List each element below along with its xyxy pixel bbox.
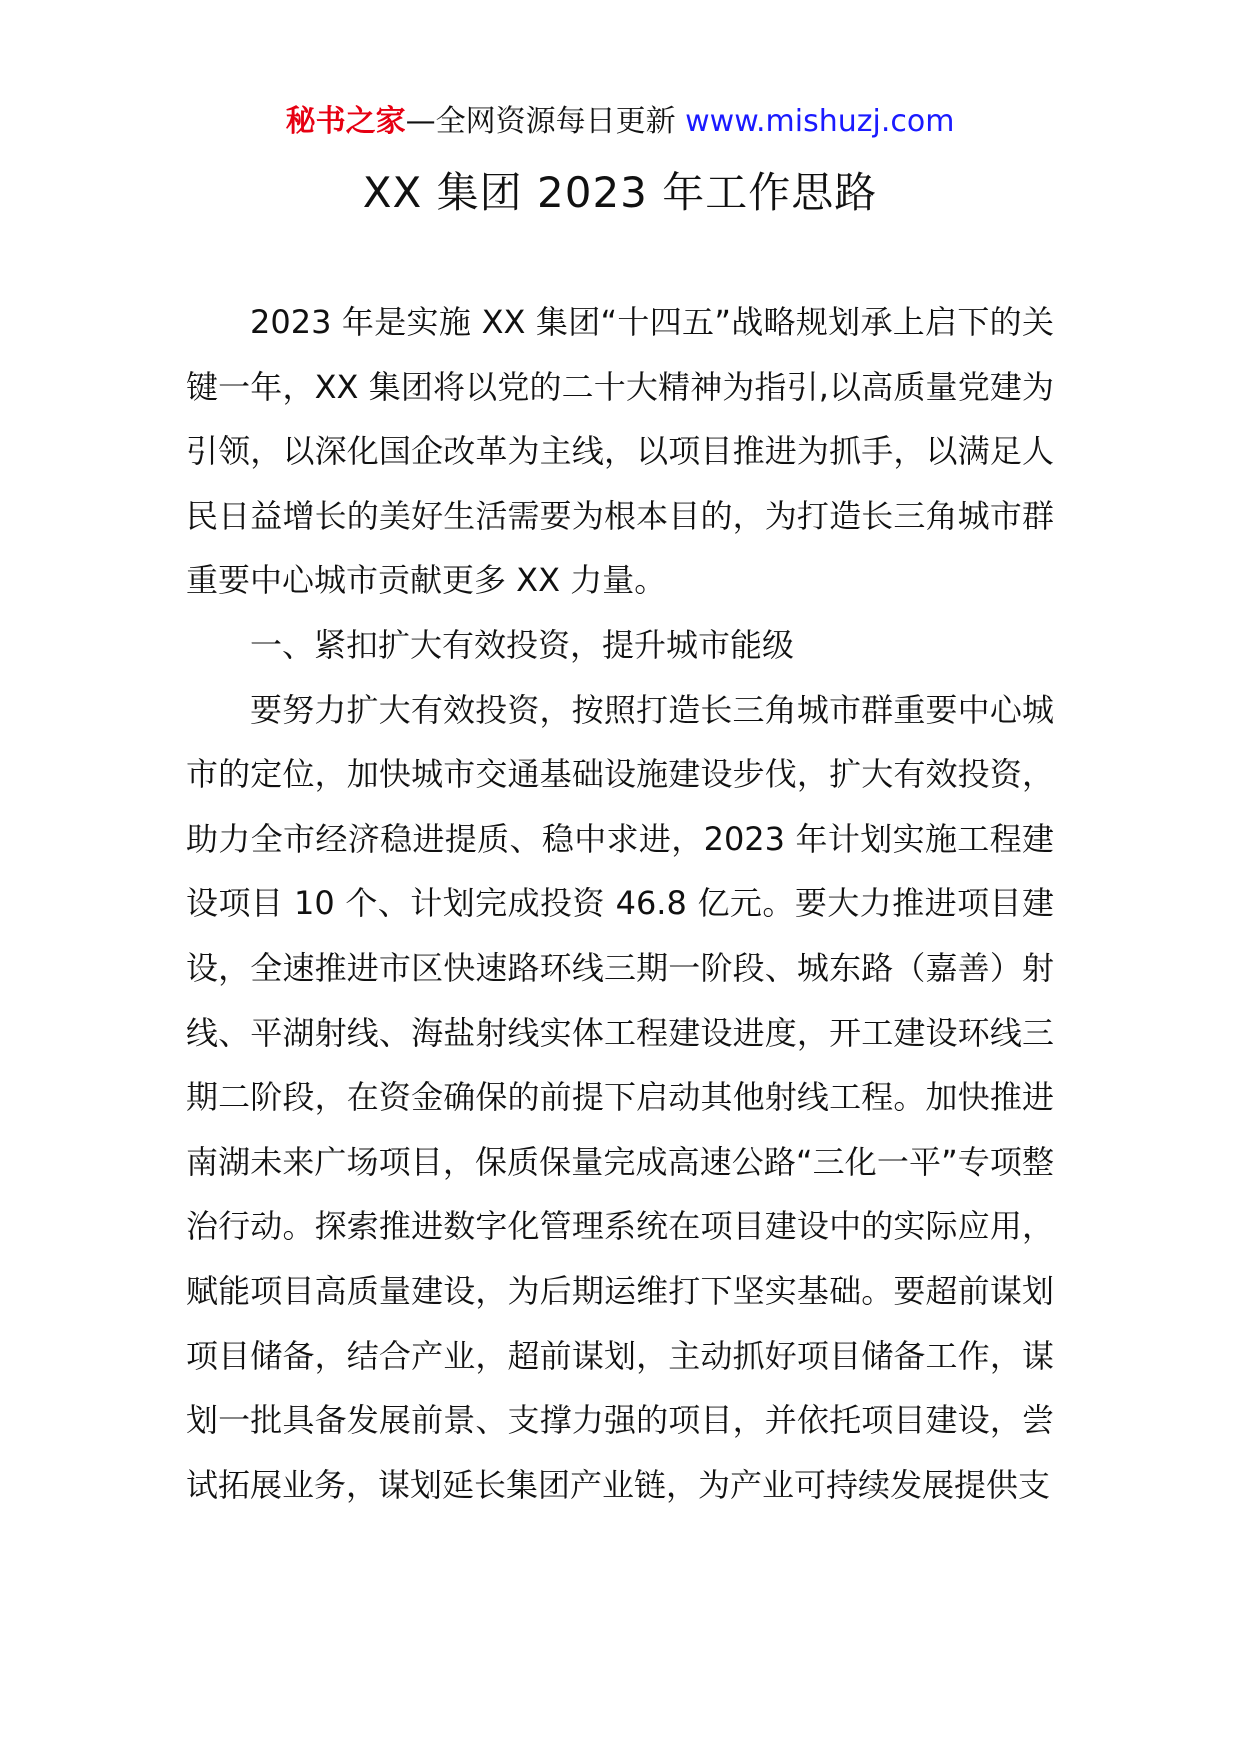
section-heading: 一、紧扣扩大有效投资，提升城市能级 bbox=[250, 625, 795, 664]
section-paragraph: 要努力扩大有效投资，按照打造长三角城市群重要中心城市的定位，加快城市交通基础设施建设步伐，扩大有效投资，助力全市经济稳进提质、稳中求进，2023 年计划实施工程建设项目 10 个、计划完成投资 46.8 亿元。要大力推进项目建设，全速推进市区快速路环线三期一阶段、城东路（嘉善）射线、平湖射线、海盐射线实体工程建设进度，开工建设环线三期二阶段，在资金确保的前提下启动其他射线工程。加快推进南湖未来广场项目，保质保量完成高速公路“三化一平”专项整治行动。探索推进数字化管理系统在项目建设中的实际应用，赋能项目高质量建设，为后期运维打下坚实基础。要超前谋划项目储备，结合产业，超前谋划，主动抓好项目储备工作，谋划一批具备发展前景、支撑力强的项目，并依托项目建设，尝试拓展业务，谋划延长集团产业链，为产业可持续发展提供支 bbox=[186, 690, 1054, 1504]
site-url-link[interactable]: www.mishuzj.com bbox=[685, 104, 955, 139]
document-title: XX 集团 2023 年工作思路 bbox=[362, 168, 878, 217]
site-brand: 秘书之家 bbox=[285, 104, 406, 139]
site-tagline: —全网资源每日更新 bbox=[405, 104, 686, 139]
site-header bbox=[0, 100, 1240, 144]
intro-paragraph: 2023 年是实施 XX 集团“十四五”战略规划承上启下的关键一年，XX 集团将以党的二十大精神为指引,以高质量党建为引领，以深化国企改革为主线，以项目推进为抓手，以满足人民日益增长的美好生活需要为根本目的，为打造长三角城市群重要中心城市贡献更多 XX 力量。 bbox=[186, 303, 1054, 600]
document-body bbox=[186, 290, 1054, 1517]
